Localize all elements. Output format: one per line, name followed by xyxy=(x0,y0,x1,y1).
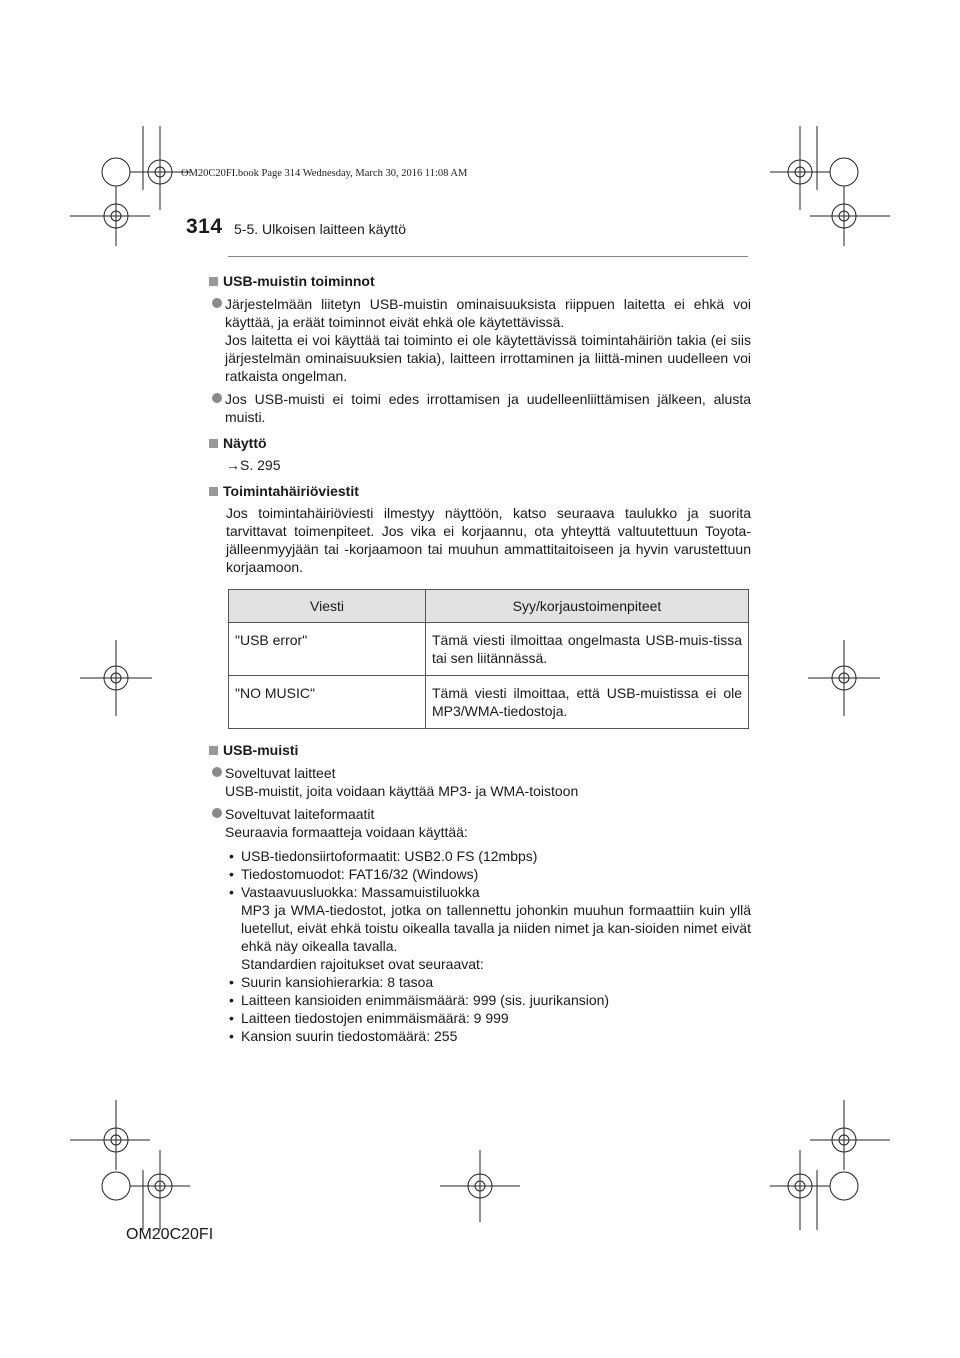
paragraph: Järjestelmään liitetyn USB-muistin ominaisuuksista riippuen laitetta ei ehkä voi käyttää, ja eräät toiminnot eivät ehkä ole käytettävissä. xyxy=(225,296,751,330)
list-item xyxy=(211,805,751,1045)
table-cell: Tämä viesti ilmoittaa ongelmasta USB-muis-tissa tai sen liitännässä. xyxy=(426,623,749,676)
paragraph: Seuraavia formaatteja voidaan käyttää: xyxy=(225,824,468,840)
list-item xyxy=(211,390,751,426)
page-reference-link[interactable]: →S. 295 xyxy=(226,457,281,473)
list-item xyxy=(211,764,751,800)
page-content xyxy=(209,266,751,1045)
table-header: Syy/korjaustoimenpiteet xyxy=(426,590,749,623)
table-header: Viesti xyxy=(229,590,426,623)
round-bullet-icon xyxy=(211,805,225,819)
format-list xyxy=(225,847,751,1045)
paragraph: Jos toimintahäiriöviesti ilmestyy näyttöön, katso seuraava taulukko ja suorita tarvittavat toimenpiteet. Jos vika ei korjaannu, ota yhteyttä valtuutettuun Toyota-jälleenmyyjään tai -korjaamoon tai muuhun ammattitaitoiseen ja hyvin varustettuun korjaamoon. xyxy=(226,505,751,575)
header-rule xyxy=(228,256,748,257)
table-cell: "NO MUSIC" xyxy=(229,676,426,729)
paragraph: USB-muistit, joita voidaan käyttää MP3- ja WMA-toistoon xyxy=(225,783,579,799)
error-table xyxy=(228,589,749,729)
chapter-title: 5-5. Ulkoisen laitteen käyttö xyxy=(234,221,406,237)
round-bullet-icon xyxy=(211,295,225,309)
table-cell: "USB error" xyxy=(229,623,426,676)
table-row xyxy=(229,676,749,729)
section-title: Näyttö xyxy=(223,435,267,451)
item-title: Soveltuvat laiteformaatit xyxy=(225,806,375,822)
list-item: • Vastaavuusluokka: Massamuistiluokka MP3 ja WMA-tiedostot, jotka on tallennettu johonkin muuhun formaattiin kuin yllä luetellut, eivät ehkä toistu oikealla tavalla ja niiden nimet ja kan-sioiden nimet eivät ehkä näy oikealla tavalla. Standardien rajoitukset ovat seuraavat: xyxy=(229,884,751,972)
section-title: USB-muisti xyxy=(223,742,299,758)
list-item: • Suurin kansiohierarkia: 8 tasoa xyxy=(229,974,434,990)
section-title: Toimintahäiriöviestit xyxy=(223,483,359,499)
paragraph: Jos laitetta ei voi käyttää tai toiminto ei ole käytettävissä toimintahäiriön takia (ei siis järjestelmän ominaisuuksien takia), laitteen irrottaminen ja liittä-minen uudelleen voi ratkaista ongelman. xyxy=(225,332,751,384)
manual-code: OM20C20FI xyxy=(126,1226,214,1243)
square-bullet-icon xyxy=(209,277,218,286)
square-bullet-icon xyxy=(209,746,218,755)
table-row xyxy=(229,623,749,676)
list-item: • Laitteen tiedostojen enimmäismäärä: 9 999 xyxy=(229,1010,509,1026)
paragraph: Standardien rajoitukset ovat seuraavat: xyxy=(241,956,484,972)
section-error-messages xyxy=(209,482,751,729)
book-stamp: OM20C20FI.book Page 314 Wednesday, March 30, 2016 11:08 AM xyxy=(181,168,468,179)
section-title: USB-muistin toiminnot xyxy=(223,273,375,289)
page-number: 314 xyxy=(186,215,223,238)
list-item: • Tiedostomuodot: FAT16/32 (Windows) xyxy=(229,866,479,882)
note-paragraph: MP3 ja WMA-tiedostot, jotka on tallennettu johonkin muuhun formaattiin kuin yllä luetellut, eivät ehkä toistu oikealla tavalla ja niiden nimet ja kan-sioiden nimet eivät ehkä näy oikealla tavalla. xyxy=(241,902,751,954)
item-title: Soveltuvat laitteet xyxy=(225,765,336,781)
square-bullet-icon xyxy=(209,487,218,496)
section-usb-functions xyxy=(209,272,751,426)
table-header-row xyxy=(229,590,749,623)
section-usb-memory xyxy=(209,741,751,1045)
round-bullet-icon xyxy=(211,764,225,778)
list-item: • Kansion suurin tiedostomäärä: 255 xyxy=(229,1028,458,1044)
list-item: • USB-tiedonsiirtoformaatit: USB2.0 FS (12mbps) xyxy=(229,848,538,864)
round-bullet-icon xyxy=(211,390,225,404)
list-item xyxy=(211,295,751,385)
paragraph: Jos USB-muisti ei toimi edes irrottamisen ja uudelleenliittämisen jälkeen, alusta muisti. xyxy=(225,391,751,425)
section-display xyxy=(209,434,751,474)
table-cell: Tämä viesti ilmoittaa, että USB-muistissa ei ole MP3/WMA-tiedostoja. xyxy=(426,676,749,729)
list-item: • Laitteen kansioiden enimmäismäärä: 999 (sis. juurikansion) xyxy=(229,992,610,1008)
square-bullet-icon xyxy=(209,439,218,448)
